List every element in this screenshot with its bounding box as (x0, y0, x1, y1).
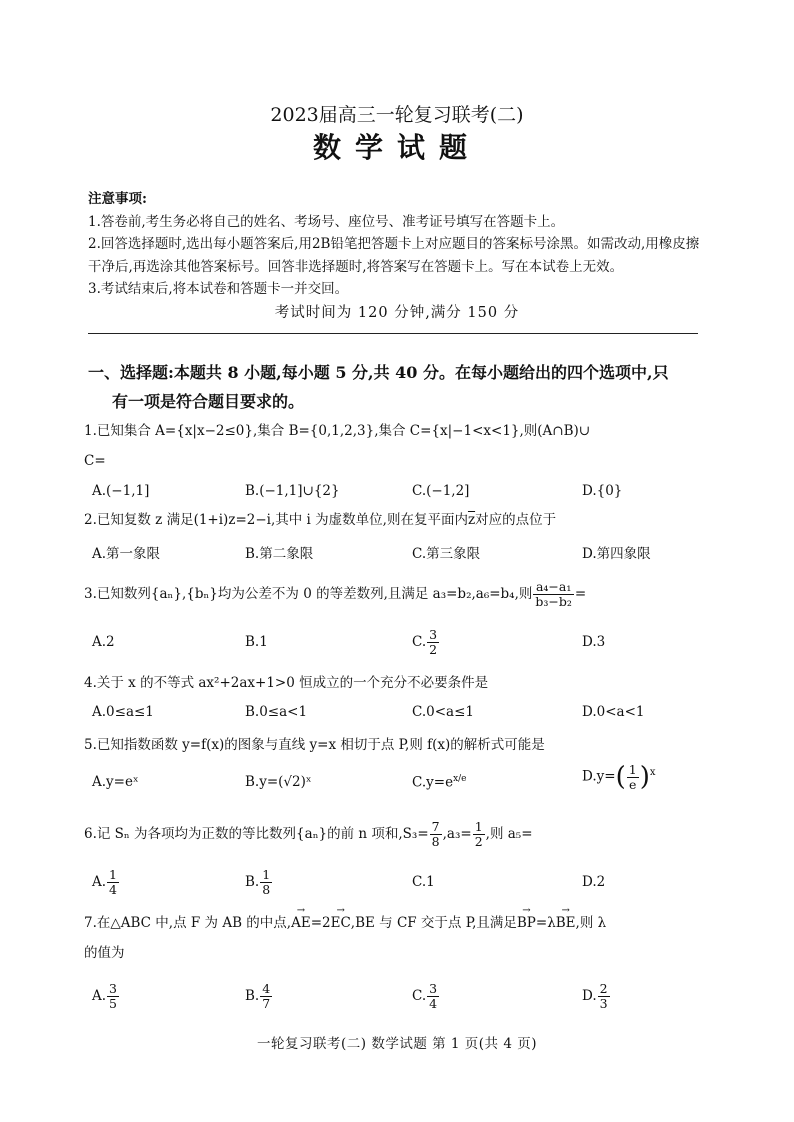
option-d: D.0<a<1 (582, 704, 645, 720)
option-c: C.0<a≤1 (412, 704, 474, 720)
option-c-exponent: x/e (453, 774, 467, 784)
question-7 (84, 912, 704, 964)
question-2-options (92, 542, 704, 572)
option-a-fraction: $\frac{1}{4}$ (109, 867, 117, 897)
question-3-options (92, 628, 704, 658)
option-a: A. $\frac{1}{4}$ (92, 867, 117, 897)
option-a-fraction: $\frac{3}{5}$ (109, 981, 117, 1011)
question-2 (84, 509, 704, 531)
option-a: A.(−1,1] (92, 483, 150, 499)
option-d-exponent: x (649, 767, 656, 778)
option-c-fraction: $\frac{3}{4}$ (429, 981, 438, 1011)
subject-title: 数学试题 (312, 131, 481, 164)
question-5 (84, 734, 704, 756)
question-7-text-3: ,BE 与 CF 交于点 P,且满足 (350, 915, 517, 931)
question-3-stem: 3.已知数列{aₙ},{bₙ}均为公差不为 0 的等差数列,且满足 a₃=b₂,a₆=b₄,则 (84, 586, 533, 602)
question-7-text-1: 7.在△ABC 中,点 F 为 AB 的中点, (84, 915, 292, 931)
note-item-3: 3.考试结束后,将本试卷和答题卡一并交回。 (88, 281, 349, 297)
option-c (412, 774, 467, 791)
divider (88, 333, 698, 334)
question-3 (84, 580, 704, 609)
option-d: D.2 (582, 874, 606, 890)
option-b: B.y=(√2)ˣ (245, 774, 312, 790)
option-b: B. $\frac{4}{7}$ (245, 981, 271, 1011)
option-b: B.1 (245, 634, 268, 650)
option-b: B.第二象限 (245, 546, 314, 562)
vector-ae: → AE (291, 912, 311, 934)
question-3-equals: = (574, 586, 587, 602)
question-7-text-4: =λ (535, 915, 556, 931)
vector-bp: → BP (517, 912, 536, 934)
question-5-stem: 5.已知指数函数 y=f(x)的图象与直线 y=x 相切于点 P,则 f(x)的解析式可能是 (84, 737, 545, 753)
question-7-text-5: ,则 λ (575, 915, 607, 931)
question-6-stem-end: ,则 a₅= (485, 826, 533, 842)
note-item-1: 1.答卷前,考生务必将自己的姓名、考场号、座位号、准考证号填写在答题卡上。 (88, 213, 565, 230)
notes-block (88, 188, 708, 301)
question-1-stem-cont: C= (84, 453, 106, 469)
option-a: A.第一象限 (92, 546, 161, 562)
option-c: C.1 (412, 874, 435, 890)
option-b: B. $\frac{1}{8}$ (245, 867, 271, 897)
question-7-text-2: =2 (310, 915, 331, 931)
exam-title: 2023届高三一轮复习联考(二) (270, 104, 524, 126)
option-b: B.0≤a<1 (245, 704, 308, 720)
option-d: D.第四象限 (582, 546, 651, 562)
right-paren: ) (639, 762, 650, 792)
question-6-stem: 6.记 Sₙ 为各项均为正数的等比数列{aₙ}的前 n 项和,S₃= (84, 826, 429, 842)
s3-fraction: $\frac{7}{8}$ (431, 819, 440, 849)
question-7-stem (84, 912, 704, 934)
option-c: C.(−1,2] (412, 483, 470, 499)
option-a: A. $\frac{3}{5}$ (92, 981, 117, 1011)
question-1-stem: 1.已知集合 A={x|x−2≤0},集合 B={0,1,2,3},集合 C={x|−1<x<1},则(A∩B)∪ (84, 423, 591, 439)
note-item-2: 2.回答选择题时,选出每小题答案后,用2B铅笔把答题卡上对应题目的答案标号涂黑。如需改动,用橡皮擦干净后,再选涂其他答案标号。回答非选择题时,将答案写在答题卡上。写在本试卷上无效。 (88, 236, 700, 275)
option-b-fraction: $\frac{1}{8}$ (262, 867, 271, 897)
option-c-base: C.y=e (412, 774, 454, 791)
vector-be: → BE (556, 912, 576, 934)
option-d: D.{0} (582, 483, 623, 499)
option-d-fraction: $\frac{2}{3}$ (599, 981, 608, 1011)
question-3-fraction: $\frac{\text{a₄−a₁}}{\text{b₃−b₂}}$ (535, 579, 572, 609)
question-2-stem: 2.已知复数 z 满足(1+i)z=2−i,其中 i 为虚数单位,则在复平面内 (84, 512, 468, 528)
conjugate-z: $\overline{z}$ (467, 512, 476, 528)
option-b-fraction: $\frac{4}{7}$ (262, 981, 271, 1011)
question-4 (84, 672, 704, 694)
option-c: C. $\frac{3}{4}$ (412, 981, 438, 1011)
question-6 (84, 820, 704, 849)
question-4-options (92, 704, 704, 734)
option-d: D.3 (582, 634, 606, 650)
question-5-options (92, 761, 704, 800)
vector-ec: → EC (331, 912, 351, 934)
option-d (582, 762, 655, 792)
option-a: A.0≤a≤1 (92, 704, 154, 720)
option-a: A.2 (92, 634, 115, 650)
option-d-label: D.y= (582, 768, 616, 785)
question-6-stem-mid: ,a₃= (442, 826, 472, 842)
option-c (412, 628, 440, 657)
question-2-stem-end: 对应的点位于 (475, 512, 557, 528)
page-footer: 一轮复习联考(二) 数学试题 第 1 页(共 4 页) (257, 1036, 537, 1052)
question-6-options (92, 868, 704, 898)
notes-heading: 注意事项: (88, 191, 147, 207)
a3-fraction: $\frac{1}{2}$ (474, 819, 483, 849)
section-heading (88, 358, 703, 416)
question-7-stem-cont: 的值为 (84, 945, 125, 961)
left-paren: ( (615, 762, 626, 792)
option-d: D. $\frac{2}{3}$ (582, 981, 608, 1011)
section-heading-line1: 一、选择题:本题共 8 小题,每小题 5 分,共 40 分。在每小题给出的四个选项中,只 (88, 363, 669, 382)
option-d-fraction: $\frac{1}{e}$ (628, 761, 637, 792)
section-heading-line2: 有一项是符合题目要求的。 (112, 392, 305, 411)
option-c-fraction: $\frac{3}{2}$ (429, 627, 438, 657)
option-b: B.(−1,1]∪{2} (245, 483, 340, 499)
option-c-label: C. (412, 634, 427, 650)
question-4-stem: 4.关于 x 的不等式 ax²+2ax+1>0 恒成立的一个充分不必要条件是 (84, 675, 489, 691)
question-7-options (92, 982, 704, 1012)
option-a: A.y=eˣ (92, 774, 139, 790)
question-1 (84, 420, 704, 472)
exam-time: 考试时间为 120 分钟,满分 150 分 (274, 305, 520, 321)
option-c: C.第三象限 (412, 546, 481, 562)
